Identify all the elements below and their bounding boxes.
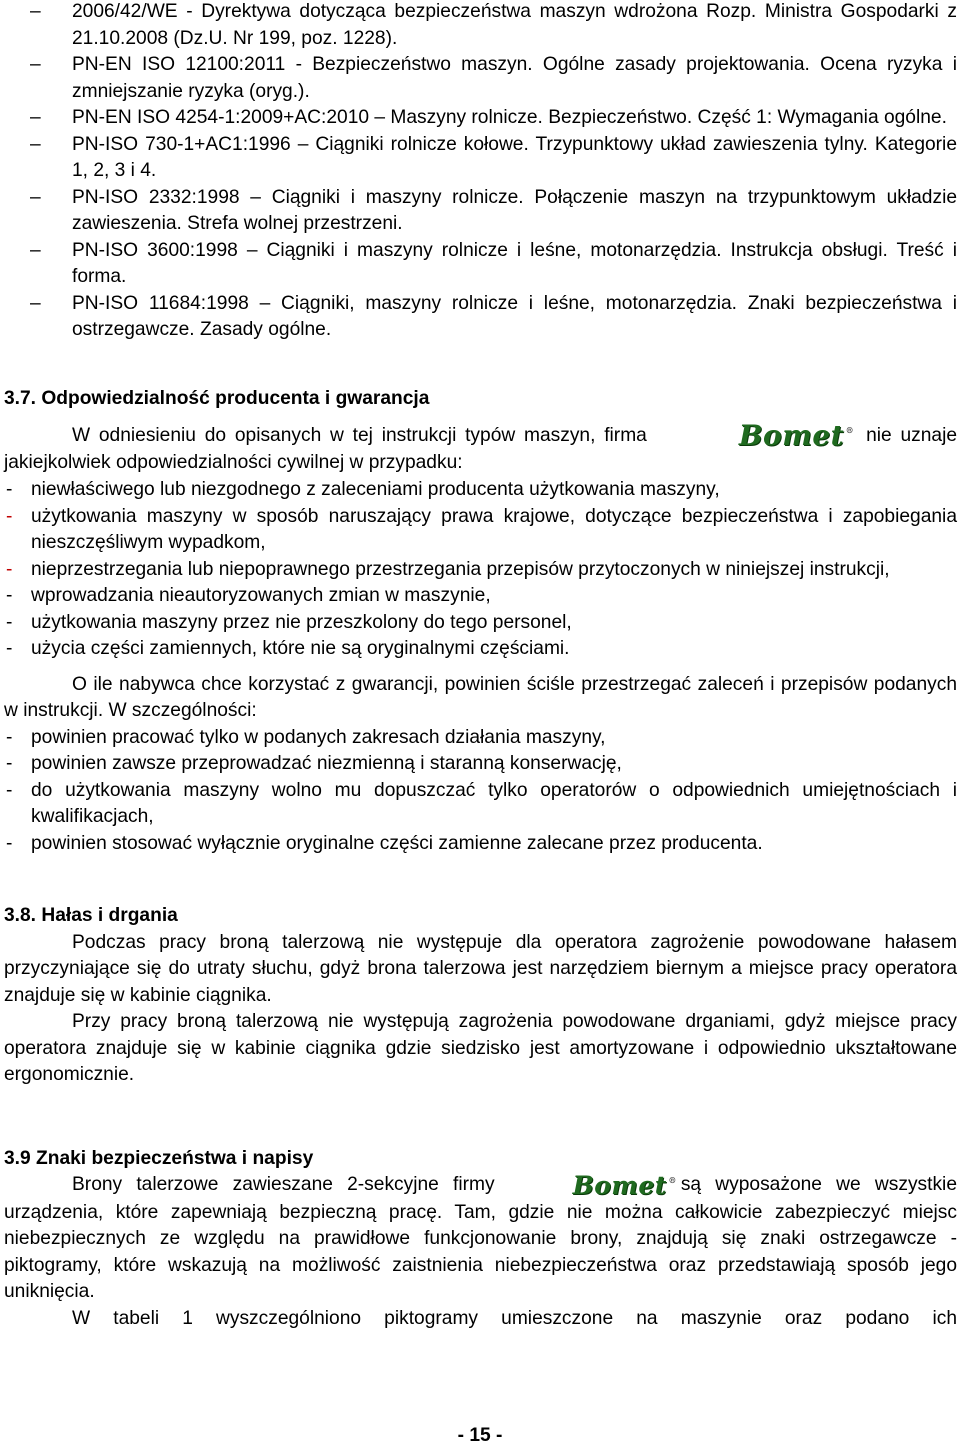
standard-text: PN-ISO 11684:1998 – Ciągniki, maszyny rolnicze i leśne, motonarzędzia. Znaki bezpieczeństwa i ostrzegawcze. Zasady ogólne.	[72, 292, 957, 340]
list-item: - powinien stosować wyłącznie oryginalne części zamienne zalecane przez producenta.	[6, 832, 763, 854]
list-item: - niewłaściwego lub niezgodnego z zaleceniami producenta użytkowania maszyny,	[6, 479, 720, 500]
list-item: - użycia części zamiennych, które nie są oryginalnymi częściami.	[6, 638, 570, 659]
s37-intro: W odniesieniu do opisanych w tej instrukcji typów maszyn, firma Bomet ® nie uznaje jakiejkolwiek odpowiedzialności cywilnej w przypadku:	[4, 419, 957, 473]
dash-bullet: –	[30, 133, 41, 155]
list-item: - do użytkowania maszyny wolno mu dopuszczać tylko operatorów o odpowiednich umiejętnościach i kwalifikacjach,	[6, 779, 957, 827]
dash-bullet: –	[30, 54, 41, 75]
list-item	[4, 185, 957, 238]
standard-text: PN-EN ISO 12100:2011 - Bezpieczeństwo maszyn. Ogólne zasady projektowania. Ocena ryzyka i zmniejszanie ryzyka (oryg.).	[72, 54, 957, 102]
dash-bullet: –	[30, 1, 41, 22]
dash-bullet: –	[30, 107, 41, 128]
document-page	[4, 0, 957, 1332]
standard-text: PN-ISO 730-1+AC1:1996 – Ciągniki rolnicze kołowe. Trzypunktowy układ zawieszenia tylny. Kategorie 1, 2, 3 i 4.	[72, 133, 957, 181]
s37-liability-list	[4, 477, 957, 663]
page-number: - 15 -	[457, 1425, 503, 1446]
s38-noise-paragraph: Podczas pracy broną talerzową nie występuje dla operatora zagrożenie powodowane hałasem przyczyniające się do utraty słuchu, gdyż brona talerzowa jest narzędziem biernym a miejsce pracy operatora znajduje się w kabinie ciągnika.	[4, 931, 957, 1006]
list-item	[4, 52, 957, 105]
section-heading-3-9: 3.9 Znaki bezpieczeństwa i napisy	[4, 1147, 314, 1169]
standard-text: PN-EN ISO 4254-1:2009+AC:2010 – Maszyny rolnicze. Bezpieczeństwo. Część 1: Wymagania ogólne.	[72, 107, 947, 128]
dash-bullet: –	[30, 186, 41, 208]
dash-bullet: –	[30, 239, 41, 261]
standard-text: PN-ISO 3600:1998 – Ciągniki i maszyny rolnicze i leśne, motonarzędzia. Instrukcja obsługi. Treść i forma.	[72, 239, 957, 287]
bomet-logo: Bomet ®	[738, 419, 855, 452]
s39-signs-paragraph: Brony talerzowe zawieszane 2-sekcyjne firmy Bomet ® są wyposażone we wszystkie urządzenia, które zapewniają bezpieczną pracę. Tam, gdzie nie można całkowicie zabezpieczyć miejsc niebezpiecznych ze względu na prawidłowe funkcjonowanie brony, znajdują się znaki ostrzegawcze - piktogramy, które wskazują na możliwość zaistnienia niebezpieczeństwa oraz przedstawiają sposób jego uniknięcia.	[4, 1171, 957, 1302]
list-item	[4, 132, 957, 185]
list-item	[4, 105, 957, 132]
list-item	[4, 238, 957, 291]
standards-list	[4, 0, 957, 344]
list-item	[4, 291, 957, 344]
standard-text: 2006/42/WE - Dyrektywa dotycząca bezpieczeństwa maszyn wdrożona Rozp. Ministra Gospodarki z 21.10.2008 (Dz.U. Nr 199, poz. 1228).	[72, 1, 957, 49]
list-item: - powinien pracować tylko w podanych zakresach działania maszyny,	[6, 726, 606, 748]
list-item: - użytkowania maszyny przez nie przeszkolony do tego personel,	[6, 611, 572, 633]
section-heading-3-7: 3.7. Odpowiedzialność producenta i gwarancja	[4, 387, 430, 409]
dash-bullet: –	[30, 292, 41, 314]
section-heading-3-8: 3.8. Hałas i drgania	[4, 905, 178, 926]
s37-warranty-paragraph: O ile nabywca chce korzystać z gwarancji, powinien ściśle przestrzegać zaleceń i przepisów podanych w instrukcji. W szczególności:	[4, 673, 957, 721]
list-item: - powinien zawsze przeprowadzać niezmienną i staranną konserwację,	[6, 753, 622, 774]
s38-vibration-paragraph: Przy pracy broną talerzową nie występują zagrożenia powodowane drganiami, gdyż miejsce pracy operatora znajduje się w kabinie ciągnika gdzie siedzisko jest amortyzowane i odpowiednio ukształtowane ergonomicznie.	[4, 1011, 957, 1085]
list-item: - wprowadzania nieautoryzowanych zmian w maszynie,	[6, 585, 491, 606]
list-item: - użytkowania maszyny w sposób naruszający prawa krajowe, dotyczące bezpieczeństwa i zapobiegania nieszczęśliwym wypadkom,	[6, 505, 957, 553]
bomet-logo: Bomet ®	[572, 1171, 677, 1200]
standard-text: PN-ISO 2332:1998 – Ciągniki i maszyny rolnicze. Połączenie maszyn na trzypunktowym układzie zawieszenia. Strefa wolnej przestrzeni.	[72, 186, 957, 234]
s39-table-paragraph: W tabeli 1 wyszczególniono piktogramy umieszczone na maszynie oraz podano ich	[72, 1307, 957, 1329]
list-item	[4, 0, 957, 52]
list-item: - nieprzestrzegania lub niepoprawnego przestrzegania przepisów przytoczonych w niniejszej instrukcji,	[6, 558, 890, 580]
s37-warranty-list	[4, 725, 957, 858]
